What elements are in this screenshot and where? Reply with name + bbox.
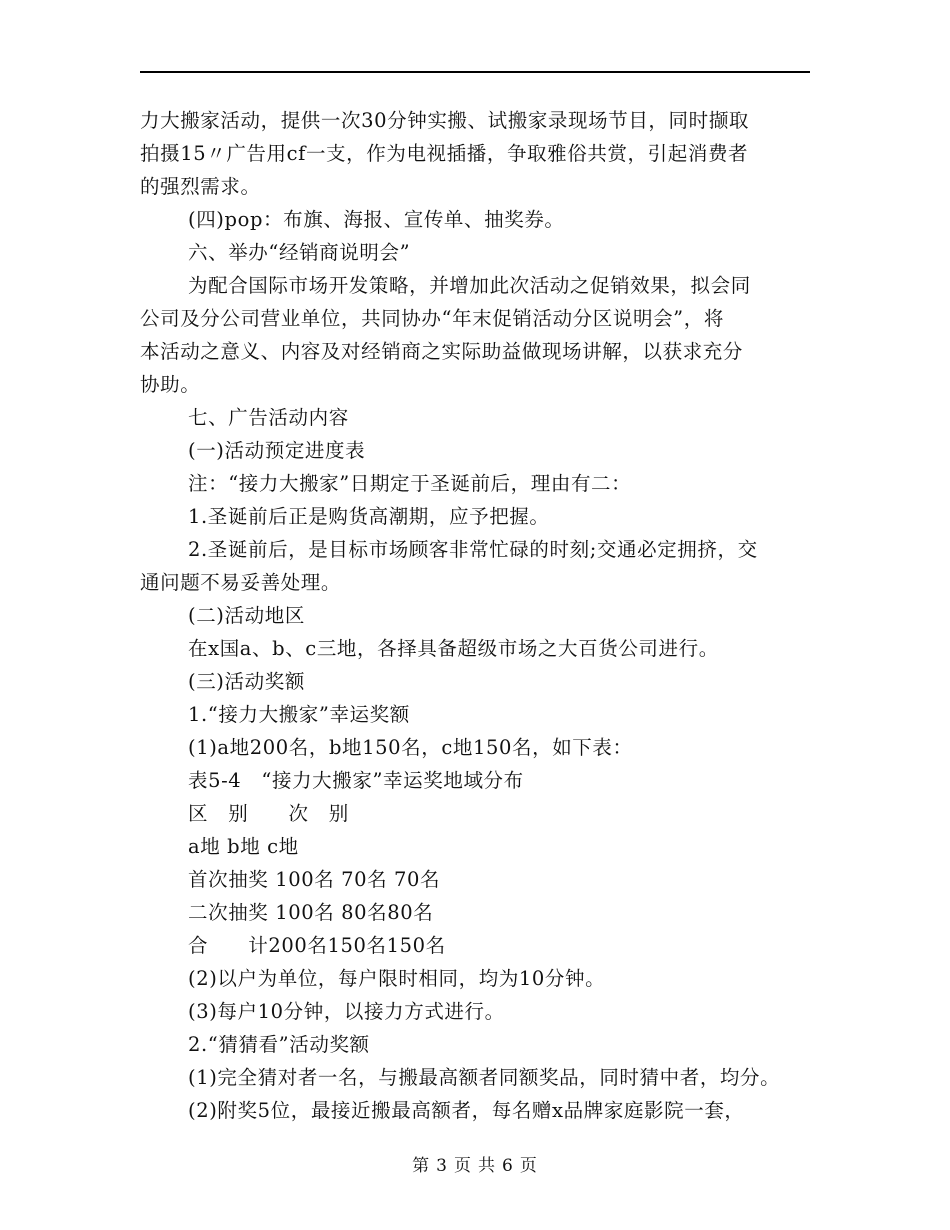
text-line: 合 计200名150名150名 [188, 934, 446, 957]
text-line: 六、举办“经销商说明会” [188, 241, 411, 264]
text-line: 区 别 次 别 [188, 802, 349, 825]
text-line: 的强烈需求。 [140, 175, 261, 198]
text-line: 注：“接力大搬家”日期定于圣诞前后，理由有二： [188, 472, 632, 495]
footer-prefix: 第 [412, 1156, 431, 1176]
footer-page-number: 3 [436, 1156, 448, 1176]
text-line: (2)附奖5位，最接近搬最高额者，每名赠x品牌家庭影院一套， [188, 1099, 745, 1122]
text-line: 表5-4 “接力大搬家”幸运奖地域分布 [188, 769, 524, 792]
text-line: (四)pop：布旗、海报、宣传单、抽奖券。 [188, 208, 565, 231]
footer-total-pages: 6 [502, 1156, 514, 1176]
text-line: (二)活动地区 [188, 604, 305, 627]
text-line: (三)活动奖额 [188, 670, 305, 693]
text-line: 1.圣诞前后正是购货高潮期，应予把握。 [188, 505, 550, 528]
text-line: (2)以户为单位，每户限时相同，均为10分钟。 [188, 967, 606, 990]
text-line: 力大搬家活动，提供一次30分钟实搬、试搬家录现场节目，同时撷取 [140, 109, 749, 132]
footer-page-word: 页 [454, 1156, 472, 1176]
page-footer [0, 1154, 950, 1178]
document-body [140, 104, 830, 1127]
text-line: 为配合国际市场开发策略，并增加此次活动之促销效果，拟会同 [188, 274, 751, 297]
text-line: 本活动之意义、内容及对经销商之实际助益做现场讲解，以获求充分 [140, 340, 744, 363]
text-line: (3)每户10分钟，以接力方式进行。 [188, 1000, 505, 1023]
text-line: 拍摄15〃广告用cf一支，作为电视插播，争取雅俗共赏，引起消费者 [140, 142, 749, 165]
header-rule [140, 71, 810, 73]
text-line: 2.“猜猜看”活动奖额 [188, 1033, 370, 1056]
text-line: 1.“接力大搬家”幸运奖额 [188, 703, 410, 726]
text-line: (一)活动预定进度表 [188, 439, 366, 462]
text-line: a地 b地 c地 [188, 835, 299, 858]
text-line: 协助。 [140, 373, 201, 396]
text-line: 七、广告活动内容 [188, 406, 349, 429]
text-line: (1)a地200名，b地150名，c地150名，如下表： [188, 736, 633, 759]
text-line: 2.圣诞前后，是目标市场顾客非常忙碌的时刻;交通必定拥挤，交 [188, 538, 758, 561]
footer-total-word: 共 [478, 1156, 496, 1176]
text-line: 首次抽奖 100名 70名 70名 [188, 868, 441, 891]
footer-suffix: 页 [519, 1156, 538, 1176]
text-line: 在x国a、b、c三地，各择具备超级市场之大百货公司进行。 [188, 637, 719, 660]
text-line: (1)完全猜对者一名，与搬最高额者同额奖品，同时猜中者，均分。 [188, 1066, 781, 1089]
text-line: 通问题不易妥善处理。 [140, 571, 342, 594]
text-line: 公司及分公司营业单位，共同协办“年末促销活动分区说明会”，将 [140, 307, 724, 330]
text-line: 二次抽奖 100名 80名80名 [188, 901, 434, 924]
